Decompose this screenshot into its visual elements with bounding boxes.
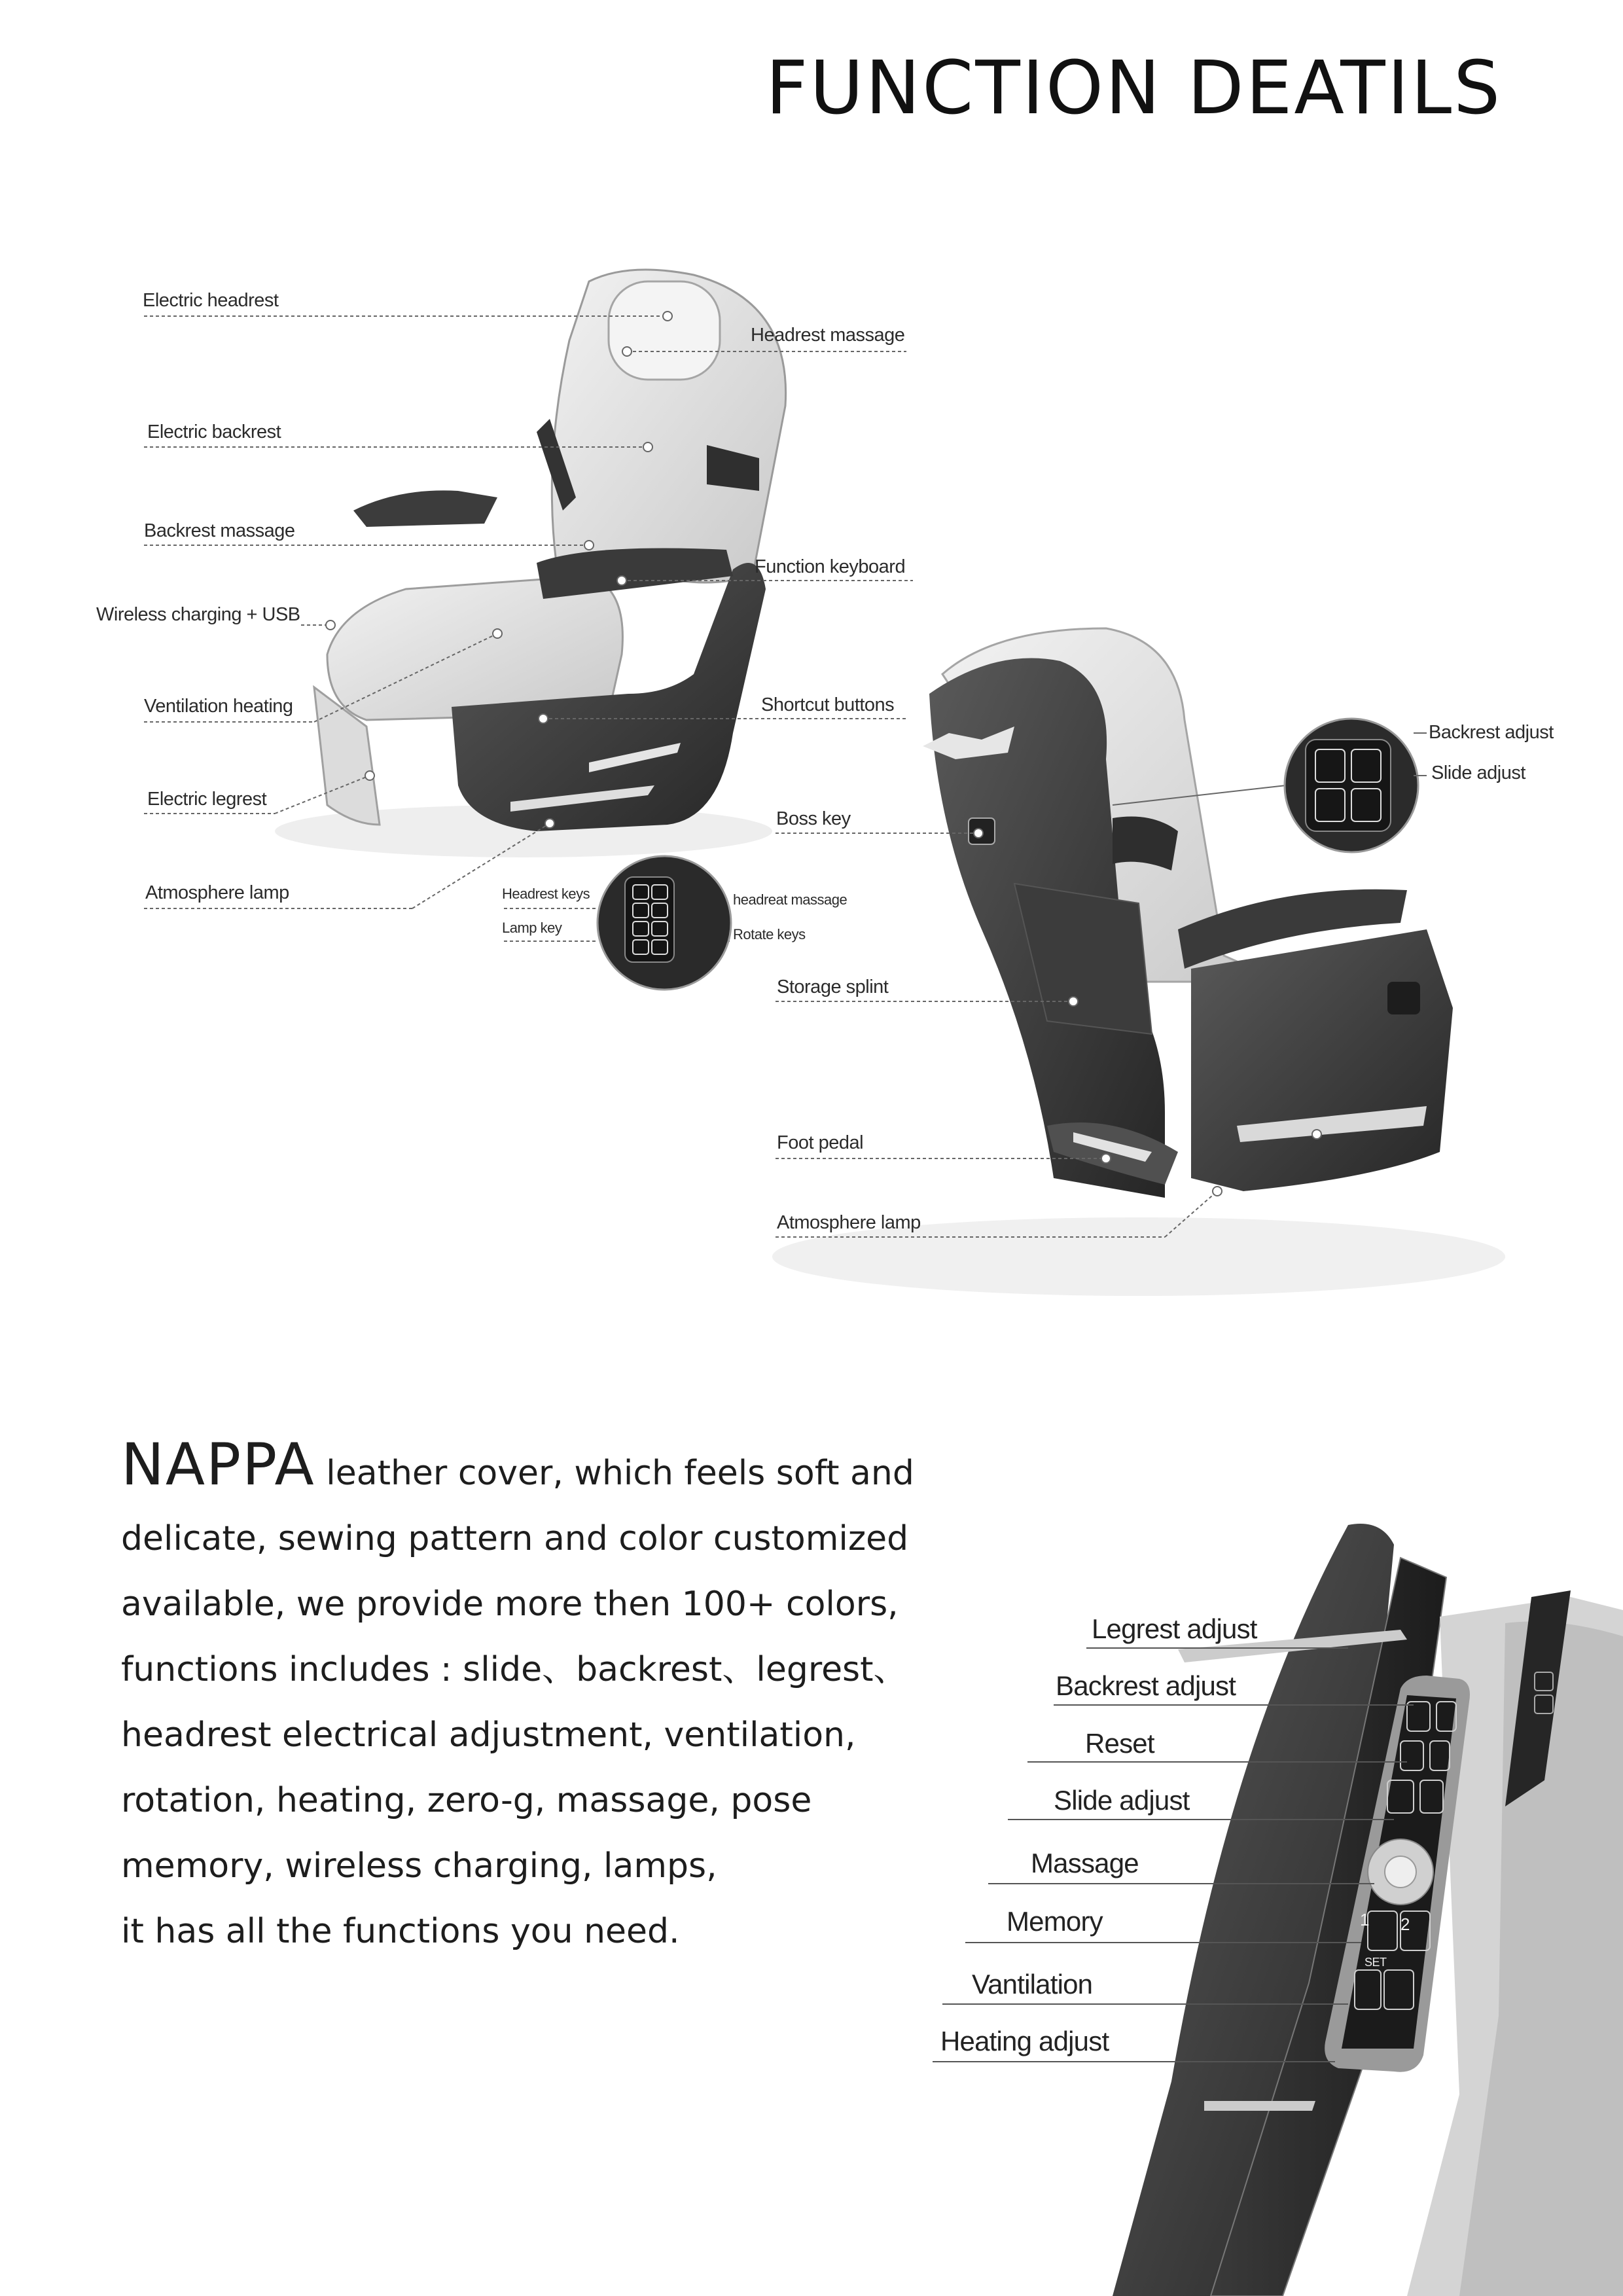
description-line: delicate, sewing pattern and color customized — [121, 1519, 909, 1558]
description-line: available, we provide more then 100+ colors, — [121, 1585, 899, 1624]
label-electric-backrest: Electric backrest — [147, 422, 281, 442]
label-ventilation-heating: Ventilation heating — [144, 696, 293, 717]
label-headrest-massage: Headrest massage — [751, 325, 905, 346]
label-foot-pedal: Foot pedal — [777, 1132, 864, 1153]
label-shortcut-buttons: Shortcut buttons — [761, 694, 895, 715]
description-line: leather cover, which feels soft and — [315, 1454, 914, 1493]
label-backrest-adjust-rear: Backrest adjust — [1429, 722, 1554, 743]
label-headreat-massage: headreat massage — [733, 891, 847, 908]
nappa-description — [121, 1432, 1037, 1964]
description-first-line — [121, 1432, 1037, 1506]
label-slide-adjust-rear: Slide adjust — [1431, 762, 1525, 783]
memory-1-key: 1 — [1360, 1910, 1369, 1929]
nappa-lead-word: NAPPA — [121, 1431, 315, 1498]
label-electric-legrest: Electric legrest — [147, 789, 267, 810]
label-rotate-keys: Rotate keys — [733, 926, 806, 942]
label-slide-adjust-panel: Slide adjust — [1054, 1785, 1190, 1816]
label-heating-adjust: Heating adjust — [940, 2026, 1109, 2056]
label-backrest-adjust-panel: Backrest adjust — [1056, 1670, 1236, 1701]
label-atmosphere-lamp-front: Atmosphere lamp — [145, 882, 289, 903]
description-line: rotation, heating, zero-g, massage, pose — [121, 1781, 812, 1820]
label-memory: Memory — [1007, 1906, 1103, 1937]
headrest-keypad-inset — [597, 856, 731, 990]
description-line: functions includes : slide、backrest、legrest、 — [121, 1650, 908, 1689]
label-boss-key: Boss key — [776, 808, 851, 829]
label-function-keyboard: Function keyboard — [755, 556, 906, 577]
label-storage-splint: Storage splint — [777, 977, 889, 997]
rear-keypad-inset — [1285, 719, 1418, 852]
label-massage: Massage — [1031, 1848, 1139, 1878]
label-electric-headrest: Electric headrest — [143, 290, 279, 311]
label-atmosphere-lamp-rear: Atmosphere lamp — [777, 1212, 921, 1233]
description-line: it has all the functions you need. — [121, 1912, 680, 1951]
memory-2-key: 2 — [1400, 1914, 1410, 1934]
label-headrest-keys: Headrest keys — [502, 886, 590, 902]
label-lamp-key: Lamp key — [502, 920, 562, 936]
label-backrest-massage: Backrest massage — [144, 520, 295, 541]
page-title: FUNCTION DEATILS — [766, 46, 1503, 131]
label-reset: Reset — [1085, 1728, 1154, 1759]
description-line: headrest electrical adjustment, ventilation, — [121, 1715, 856, 1755]
set-key: SET — [1364, 1956, 1387, 1969]
label-vantilation: Vantilation — [972, 1969, 1093, 2000]
description-line: memory, wireless charging, lamps, — [121, 1846, 717, 1886]
front-seat-illustration — [275, 270, 786, 857]
label-legrest-adjust: Legrest adjust — [1092, 1613, 1257, 1644]
rear-seat-illustration — [772, 628, 1505, 1296]
label-wireless-charging-usb: Wireless charging + USB — [96, 604, 300, 625]
